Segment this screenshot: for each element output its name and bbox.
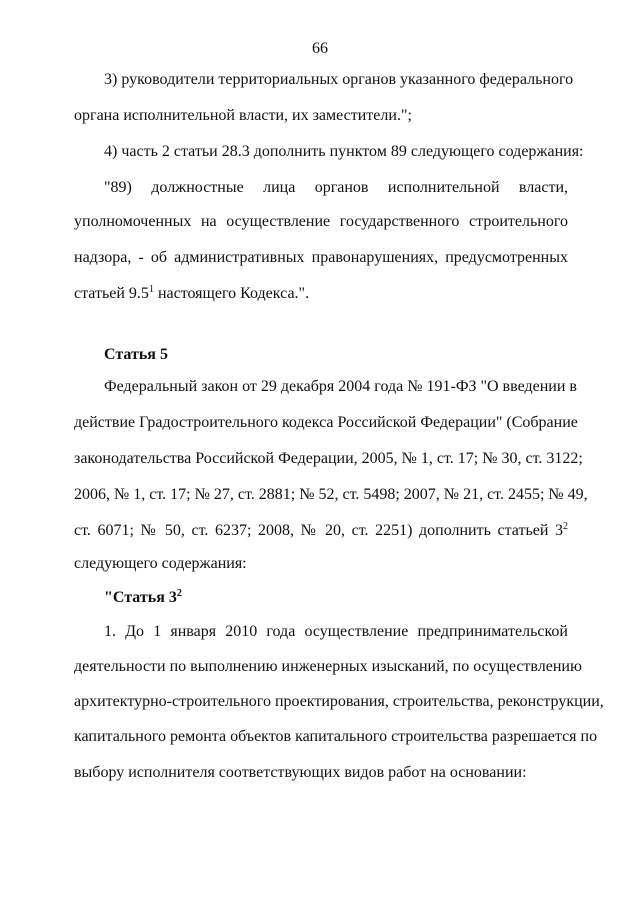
text-fragment: статьей 9.5 bbox=[74, 285, 149, 302]
paragraph-line: 3) руководители территориальных органов указанного федерального bbox=[104, 71, 574, 88]
paragraph-line bbox=[74, 284, 568, 304]
article-heading: Статья 5 bbox=[104, 346, 168, 363]
paragraph-line: уполномоченных на осуществление государственного строительного bbox=[74, 213, 568, 230]
paragraph-line: 2006, № 1, ст. 17; № 27, ст. 2881; № 52, ст. 5498; 2007, № 21, ст. 2455; № 49, bbox=[74, 486, 588, 503]
paragraph-line: 1. До 1 января 2010 года осуществление предпринимательской bbox=[104, 623, 568, 640]
text-fragment: ст. 6071; № 50, ст. 6237; 2008, № 20, ст. 2251) дополнить статьей 3 bbox=[74, 522, 563, 539]
page-number: 66 bbox=[312, 40, 328, 57]
paragraph-line: следующего содержания: bbox=[74, 555, 247, 572]
text-fragment: настоящего Кодекса.". bbox=[153, 285, 310, 302]
paragraph-line: выбору исполнителя соответствующих видов работ на основании: bbox=[74, 764, 527, 781]
paragraph-line bbox=[74, 521, 568, 541]
superscript: 2 bbox=[176, 588, 182, 599]
paragraph-line: надзора, - об административных правонарушениях, предусмотренных bbox=[74, 249, 568, 266]
text-fragment: "Статья 3 bbox=[104, 589, 177, 606]
paragraph-line: деятельности по выполнению инженерных изысканий, по осуществлению bbox=[74, 658, 582, 675]
article-heading bbox=[104, 588, 568, 608]
paragraph-line: действие Градостроительного кодекса Российской Федерации" (Собрание bbox=[74, 414, 578, 431]
paragraph-line: "89) должностные лица органов исполнительной власти, bbox=[104, 179, 568, 196]
paragraph-line: законодательства Российской Федерации, 2005, № 1, ст. 17; № 30, ст. 3122; bbox=[74, 450, 583, 467]
paragraph-line: органа исполнительной власти, их заместители."; bbox=[74, 107, 412, 124]
superscript: 2 bbox=[563, 521, 568, 532]
superscript: 1 bbox=[148, 284, 154, 295]
paragraph-line: архитектурно-строительного проектирования, строительства, реконструкции, bbox=[74, 693, 604, 710]
paragraph-line: капитального ремонта объектов капитального строительства разрешается по bbox=[74, 728, 598, 745]
paragraph-line: Федеральный закон от 29 декабря 2004 года № 191-ФЗ "О введении в bbox=[104, 378, 577, 395]
paragraph-line: 4) часть 2 статьи 28.3 дополнить пунктом 89 следующего содержания: bbox=[104, 143, 584, 160]
